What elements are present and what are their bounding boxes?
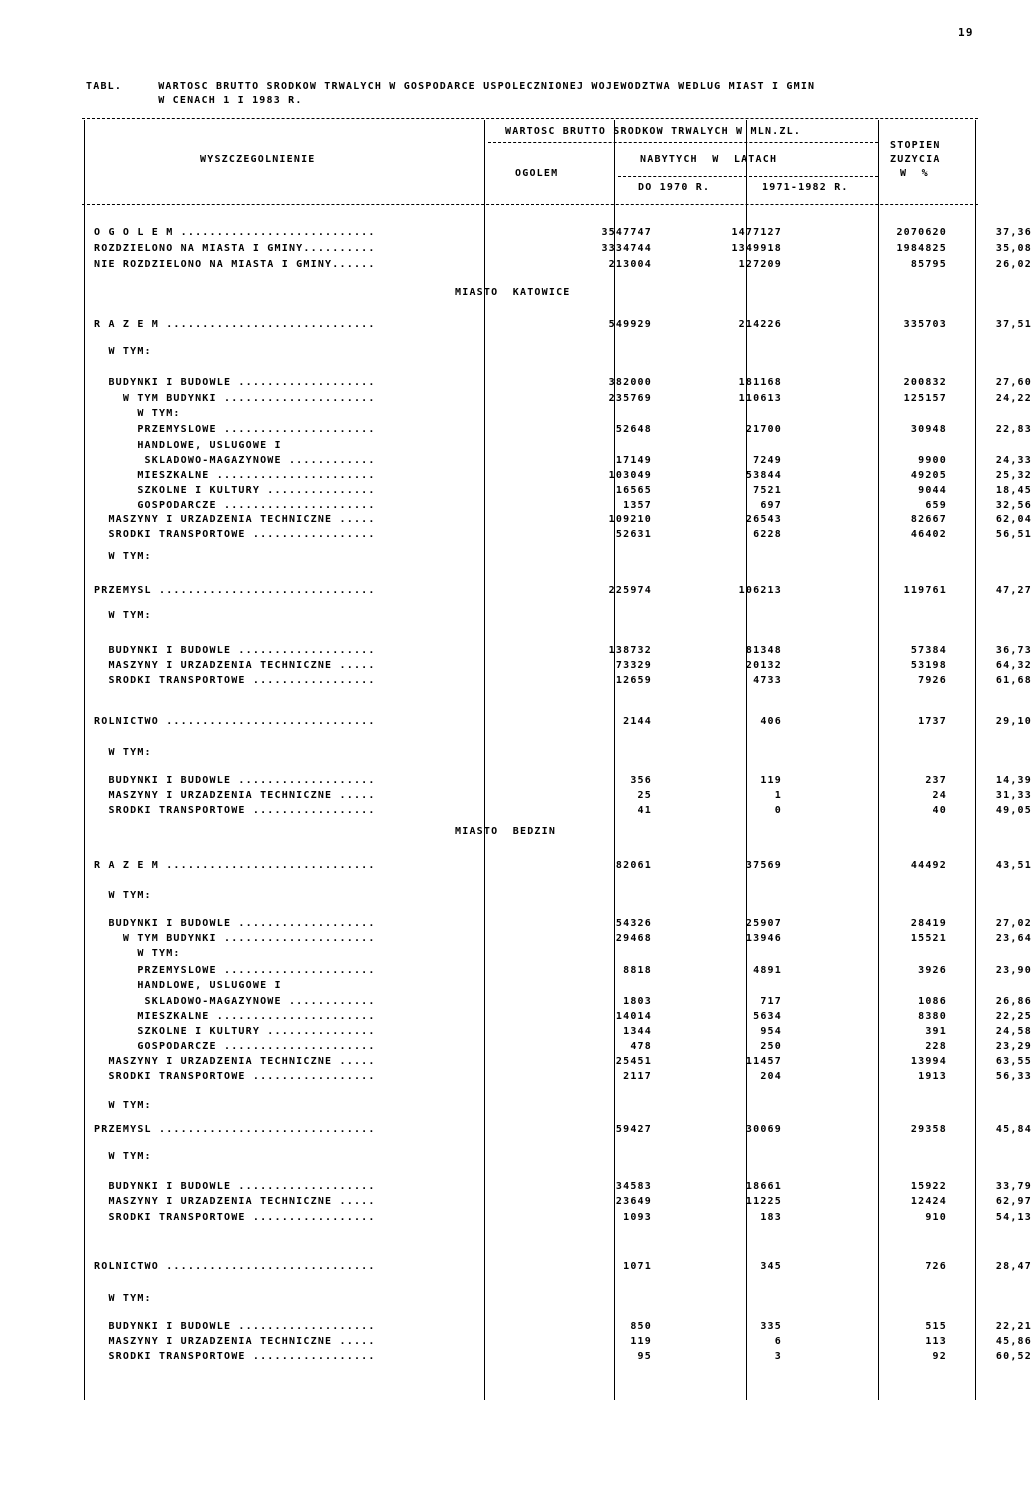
value-stopien-zuzycia: 54,13 (995, 1212, 1032, 1223)
value-stopien-zuzycia: 56,51 (995, 529, 1032, 540)
value-stopien-zuzycia: 23,29 (995, 1041, 1032, 1052)
value-1971-1982: 15521 (910, 933, 947, 944)
value-ogolem: 2144 (623, 716, 652, 727)
row-label: BUDYNKI I BUDOWLE ................... (94, 1321, 376, 1332)
value-stopien-zuzycia: 31,33 (995, 790, 1032, 801)
header-do1970: DO 1970 R. (638, 182, 711, 193)
table-row (82, 227, 1032, 241)
value-ogolem: 52648 (615, 424, 652, 435)
value-stopien-zuzycia: 35,08 (995, 243, 1032, 254)
table-row (82, 377, 1032, 391)
value-do-1970: 181168 (738, 377, 782, 388)
value-ogolem: 1093 (623, 1212, 652, 1223)
value-ogolem: 41 (637, 805, 652, 816)
table-row (82, 1212, 1032, 1226)
value-do-1970: 13946 (745, 933, 782, 944)
value-stopien-zuzycia: 26,02 (995, 259, 1032, 270)
row-label: ROZDZIELONO NA MIASTA I GMINY.......... (94, 243, 376, 254)
value-do-1970: 127209 (738, 259, 782, 270)
header-group-rule (488, 142, 878, 143)
value-do-1970: 4891 (753, 965, 782, 976)
row-label: W TYM: (94, 1151, 152, 1162)
value-1971-1982: 335703 (903, 319, 947, 330)
value-stopien-zuzycia: 22,25 (995, 1011, 1032, 1022)
value-1971-1982: 3926 (918, 965, 947, 976)
table-row (82, 514, 1032, 528)
value-ogolem: 25451 (615, 1056, 652, 1067)
row-label: BUDYNKI I BUDOWLE ................... (94, 1181, 376, 1192)
table-row (82, 716, 1032, 730)
value-ogolem: 95 (637, 1351, 652, 1362)
value-1971-1982: 8380 (918, 1011, 947, 1022)
table-row (82, 259, 1032, 273)
value-ogolem: 850 (630, 1321, 652, 1332)
value-ogolem: 8818 (623, 965, 652, 976)
row-label: BUDYNKI I BUDOWLE ................... (94, 645, 376, 656)
value-1971-1982: 53198 (910, 660, 947, 671)
table-row (82, 933, 1032, 947)
header-wyszczegolnienie: WYSZCZEGOLNIENIE (200, 154, 316, 165)
value-ogolem: 3334744 (601, 243, 652, 254)
row-label: SRODKI TRANSPORTOWE ................. (94, 1071, 376, 1082)
value-ogolem: 138732 (608, 645, 652, 656)
row-label: HANDLOWE, USLUGOWE I (94, 440, 282, 451)
title-line-2: W CENACH 1 I 1983 R. (86, 95, 303, 106)
value-1971-1982: 49205 (910, 470, 947, 481)
row-label: W TYM: (94, 346, 152, 357)
table-row (82, 1056, 1032, 1070)
top-rule (82, 118, 978, 119)
row-label: SZKOLNE I KULTURY ............... (94, 1026, 376, 1037)
value-1971-1982: 659 (925, 500, 947, 511)
value-1971-1982: 15922 (910, 1181, 947, 1192)
value-ogolem: 3547747 (601, 227, 652, 238)
table-row (82, 805, 1032, 819)
row-label: R A Z E M ............................. (94, 860, 376, 871)
row-label: SRODKI TRANSPORTOWE ................. (94, 675, 376, 686)
table-row (82, 500, 1032, 514)
value-do-1970: 6228 (753, 529, 782, 540)
value-ogolem: 1803 (623, 996, 652, 1007)
value-ogolem: 23649 (615, 1196, 652, 1207)
value-ogolem: 103049 (608, 470, 652, 481)
row-label: PRZEMYSL .............................. (94, 585, 376, 596)
row-label: ROLNICTWO ............................. (94, 1261, 376, 1272)
row-label: W TYM: (94, 747, 152, 758)
row-label: O G O L E M ........................... (94, 227, 376, 238)
row-label: PRZEMYSLOWE ..................... (94, 424, 376, 435)
value-stopien-zuzycia: 45,86 (995, 1336, 1032, 1347)
header-1971-1982: 1971-1982 R. (762, 182, 849, 193)
value-do-1970: 204 (760, 1071, 782, 1082)
value-1971-1982: 29358 (910, 1124, 947, 1135)
row-label: GOSPODARCZE ..................... (94, 1041, 376, 1052)
value-stopien-zuzycia: 14,39 (995, 775, 1032, 786)
row-label: MIESZKALNE ...................... (94, 470, 376, 481)
value-stopien-zuzycia: 60,52 (995, 1351, 1032, 1362)
value-ogolem: 213004 (608, 259, 652, 270)
table-row (82, 585, 1032, 599)
value-1971-1982: 1913 (918, 1071, 947, 1082)
value-stopien-zuzycia: 37,36 (995, 227, 1032, 238)
row-label: R A Z E M ............................. (94, 319, 376, 330)
row-label: MASZYNY I URZADZENIA TECHNICZNE ..... (94, 790, 376, 801)
table-row (82, 645, 1032, 659)
table-row (82, 1351, 1032, 1365)
row-label: ROLNICTWO ............................. (94, 716, 376, 727)
row-label: BUDYNKI I BUDOWLE ................... (94, 377, 376, 388)
value-do-1970: 250 (760, 1041, 782, 1052)
value-do-1970: 1477127 (731, 227, 782, 238)
row-label: MASZYNY I URZADZENIA TECHNICZNE ..... (94, 660, 376, 671)
table-row (82, 965, 1032, 979)
value-do-1970: 37569 (745, 860, 782, 871)
value-stopien-zuzycia: 24,58 (995, 1026, 1032, 1037)
value-do-1970: 1349918 (731, 243, 782, 254)
value-stopien-zuzycia: 23,90 (995, 965, 1032, 976)
value-stopien-zuzycia: 63,55 (995, 1056, 1032, 1067)
value-stopien-zuzycia: 49,05 (995, 805, 1032, 816)
row-label: W TYM: (94, 1100, 152, 1111)
row-label: W TYM: (94, 1293, 152, 1304)
value-do-1970: 81348 (745, 645, 782, 656)
value-ogolem: 549929 (608, 319, 652, 330)
table-row (82, 1100, 982, 1114)
row-label: SRODKI TRANSPORTOWE ................. (94, 1351, 376, 1362)
value-1971-1982: 85795 (910, 259, 947, 270)
value-1971-1982: 92 (932, 1351, 947, 1362)
row-label: MASZYNY I URZADZENIA TECHNICZNE ..... (94, 1056, 376, 1067)
city-heading-bedzin: MIASTO BEDZIN (455, 826, 557, 837)
row-label: W TYM: (94, 610, 152, 621)
value-stopien-zuzycia: 23,64 (995, 933, 1032, 944)
value-1971-1982: 82667 (910, 514, 947, 525)
table-row (82, 1026, 1032, 1040)
table-row (82, 1071, 1032, 1085)
table-row (82, 243, 1032, 257)
row-label: MASZYNY I URZADZENIA TECHNICZNE ..... (94, 514, 376, 525)
row-label: SZKOLNE I KULTURY ............... (94, 485, 376, 496)
value-do-1970: 214226 (738, 319, 782, 330)
value-1971-1982: 7926 (918, 675, 947, 686)
value-do-1970: 954 (760, 1026, 782, 1037)
header-zuzycia: ZUZYCIA (890, 154, 941, 165)
table-row (82, 551, 982, 565)
value-ogolem: 109210 (608, 514, 652, 525)
value-ogolem: 14014 (615, 1011, 652, 1022)
header-nabytych-rule (618, 176, 878, 177)
value-do-1970: 3 (774, 1351, 782, 1362)
value-stopien-zuzycia: 37,51 (995, 319, 1032, 330)
value-1971-1982: 237 (925, 775, 947, 786)
value-do-1970: 26543 (745, 514, 782, 525)
row-label: PRZEMYSLOWE ..................... (94, 965, 376, 976)
value-1971-1982: 391 (925, 1026, 947, 1037)
value-do-1970: 106213 (738, 585, 782, 596)
row-label: SRODKI TRANSPORTOWE ................. (94, 1212, 376, 1223)
value-1971-1982: 44492 (910, 860, 947, 871)
value-do-1970: 53844 (745, 470, 782, 481)
table-row (82, 775, 1032, 789)
value-do-1970: 21700 (745, 424, 782, 435)
row-label: MIESZKALNE ...................... (94, 1011, 376, 1022)
value-1971-1982: 1737 (918, 716, 947, 727)
value-1971-1982: 113 (925, 1336, 947, 1347)
table-row (82, 790, 1032, 804)
row-label: MASZYNY I URZADZENIA TECHNICZNE ..... (94, 1196, 376, 1207)
table-row (82, 890, 982, 904)
value-ogolem: 25 (637, 790, 652, 801)
table-row (82, 1321, 1032, 1335)
table-row (82, 948, 982, 962)
value-stopien-zuzycia: 22,21 (995, 1321, 1032, 1332)
value-do-1970: 5634 (753, 1011, 782, 1022)
value-ogolem: 82061 (615, 860, 652, 871)
value-ogolem: 34583 (615, 1181, 652, 1192)
value-1971-1982: 200832 (903, 377, 947, 388)
value-1971-1982: 119761 (903, 585, 947, 596)
row-label: BUDYNKI I BUDOWLE ................... (94, 775, 376, 786)
table-row (82, 918, 1032, 932)
row-label: W TYM: (94, 890, 152, 901)
table-row (82, 1336, 1032, 1350)
row-label: W TYM BUDYNKI ..................... (94, 393, 376, 404)
value-stopien-zuzycia: 29,10 (995, 716, 1032, 727)
value-1971-1982: 13994 (910, 1056, 947, 1067)
value-do-1970: 30069 (745, 1124, 782, 1135)
value-do-1970: 11225 (745, 1196, 782, 1207)
city-heading-katowice: MIASTO KATOWICE (455, 287, 571, 298)
value-ogolem: 2117 (623, 1071, 652, 1082)
value-stopien-zuzycia: 24,33 (995, 455, 1032, 466)
table-row (82, 660, 1032, 674)
header-bottom-rule (82, 204, 978, 205)
row-label: SRODKI TRANSPORTOWE ................. (94, 805, 376, 816)
value-1971-1982: 57384 (910, 645, 947, 656)
table-row (82, 529, 1032, 543)
table-row (82, 1041, 1032, 1055)
value-ogolem: 478 (630, 1041, 652, 1052)
value-ogolem: 1357 (623, 500, 652, 511)
table-row (82, 485, 1032, 499)
value-ogolem: 382000 (608, 377, 652, 388)
table-row (82, 1261, 1032, 1275)
table-row (82, 1181, 1032, 1195)
value-stopien-zuzycia: 47,27 (995, 585, 1032, 596)
value-stopien-zuzycia: 24,22 (995, 393, 1032, 404)
row-label: HANDLOWE, USLUGOWE I (94, 980, 282, 991)
value-stopien-zuzycia: 18,45 (995, 485, 1032, 496)
value-ogolem: 225974 (608, 585, 652, 596)
value-stopien-zuzycia: 25,32 (995, 470, 1032, 481)
value-do-1970: 119 (760, 775, 782, 786)
row-label: MASZYNY I URZADZENIA TECHNICZNE ..... (94, 1336, 376, 1347)
row-label: W TYM BUDYNKI ..................... (94, 933, 376, 944)
value-1971-1982: 125157 (903, 393, 947, 404)
value-stopien-zuzycia: 33,79 (995, 1181, 1032, 1192)
value-1971-1982: 726 (925, 1261, 947, 1272)
value-do-1970: 1 (774, 790, 782, 801)
row-label: NIE ROZDZIELONO NA MIASTA I GMINY...... (94, 259, 376, 270)
table-row (82, 455, 1032, 469)
value-1971-1982: 9900 (918, 455, 947, 466)
value-1971-1982: 40 (932, 805, 947, 816)
row-label: SRODKI TRANSPORTOWE ................. (94, 529, 376, 540)
value-do-1970: 110613 (738, 393, 782, 404)
value-stopien-zuzycia: 61,68 (995, 675, 1032, 686)
table-row (82, 408, 982, 422)
table-title (86, 80, 815, 108)
header-nabytych: NABYTYCH W LATACH (640, 154, 778, 165)
value-do-1970: 18661 (745, 1181, 782, 1192)
value-1971-1982: 28419 (910, 918, 947, 929)
row-label: BUDYNKI I BUDOWLE ................... (94, 918, 376, 929)
table-row (82, 424, 1032, 438)
value-ogolem: 17149 (615, 455, 652, 466)
value-do-1970: 7249 (753, 455, 782, 466)
value-1971-1982: 1984825 (896, 243, 947, 254)
value-ogolem: 52631 (615, 529, 652, 540)
value-do-1970: 717 (760, 996, 782, 1007)
value-1971-1982: 46402 (910, 529, 947, 540)
value-stopien-zuzycia: 62,04 (995, 514, 1032, 525)
value-stopien-zuzycia: 27,60 (995, 377, 1032, 388)
value-1971-1982: 2070620 (896, 227, 947, 238)
value-ogolem: 29468 (615, 933, 652, 944)
value-1971-1982: 515 (925, 1321, 947, 1332)
value-do-1970: 335 (760, 1321, 782, 1332)
value-ogolem: 59427 (615, 1124, 652, 1135)
value-do-1970: 11457 (745, 1056, 782, 1067)
table-row (82, 1124, 1032, 1138)
row-label: SKLADOWO-MAGAZYNOWE ............ (94, 455, 376, 466)
value-stopien-zuzycia: 64,32 (995, 660, 1032, 671)
table-row (82, 747, 982, 761)
page-number: 19 (958, 26, 974, 39)
value-do-1970: 345 (760, 1261, 782, 1272)
table-row (82, 610, 982, 624)
header-ogolem: OGOLEM (515, 168, 559, 179)
table-row (82, 675, 1032, 689)
value-do-1970: 6 (774, 1336, 782, 1347)
header-group: WARTOSC BRUTTO SRODKOW TRWALYCH W MLN.ZL. (505, 126, 802, 137)
table-row (82, 470, 1032, 484)
row-label: W TYM: (94, 948, 181, 959)
value-ogolem: 12659 (615, 675, 652, 686)
value-stopien-zuzycia: 43,51 (995, 860, 1032, 871)
row-label: W TYM: (94, 551, 152, 562)
value-do-1970: 4733 (753, 675, 782, 686)
row-label: PRZEMYSL .............................. (94, 1124, 376, 1135)
value-do-1970: 20132 (745, 660, 782, 671)
value-stopien-zuzycia: 27,02 (995, 918, 1032, 929)
value-stopien-zuzycia: 22,83 (995, 424, 1032, 435)
value-do-1970: 406 (760, 716, 782, 727)
value-ogolem: 356 (630, 775, 652, 786)
value-1971-1982: 30948 (910, 424, 947, 435)
value-do-1970: 25907 (745, 918, 782, 929)
table-row (82, 393, 1032, 407)
value-ogolem: 54326 (615, 918, 652, 929)
value-stopien-zuzycia: 45,84 (995, 1124, 1032, 1135)
value-ogolem: 16565 (615, 485, 652, 496)
table-row (82, 996, 1032, 1010)
table-row (82, 1011, 1032, 1025)
value-do-1970: 183 (760, 1212, 782, 1223)
value-1971-1982: 9044 (918, 485, 947, 496)
header-percent: W % (900, 168, 929, 179)
value-1971-1982: 12424 (910, 1196, 947, 1207)
header-stopien: STOPIEN (890, 140, 941, 151)
value-do-1970: 697 (760, 500, 782, 511)
row-label: GOSPODARCZE ..................... (94, 500, 376, 511)
value-1971-1982: 1086 (918, 996, 947, 1007)
value-stopien-zuzycia: 36,73 (995, 645, 1032, 656)
value-ogolem: 1071 (623, 1261, 652, 1272)
row-label: W TYM: (94, 408, 181, 419)
value-1971-1982: 228 (925, 1041, 947, 1052)
value-ogolem: 1344 (623, 1026, 652, 1037)
value-do-1970: 7521 (753, 485, 782, 496)
value-ogolem: 119 (630, 1336, 652, 1347)
table-row (82, 1293, 982, 1307)
value-1971-1982: 24 (932, 790, 947, 801)
value-ogolem: 73329 (615, 660, 652, 671)
value-1971-1982: 910 (925, 1212, 947, 1223)
table-row (82, 346, 982, 360)
value-stopien-zuzycia: 28,47 (995, 1261, 1032, 1272)
table-row (82, 860, 1032, 874)
table-row (82, 440, 982, 454)
row-label: SKLADOWO-MAGAZYNOWE ............ (94, 996, 376, 1007)
table-row (82, 1196, 1032, 1210)
value-stopien-zuzycia: 56,33 (995, 1071, 1032, 1082)
value-stopien-zuzycia: 26,86 (995, 996, 1032, 1007)
table-row (82, 1151, 982, 1165)
value-stopien-zuzycia: 62,97 (995, 1196, 1032, 1207)
value-ogolem: 235769 (608, 393, 652, 404)
table-row (82, 980, 982, 994)
table-row (82, 319, 1032, 333)
value-stopien-zuzycia: 32,56 (995, 500, 1032, 511)
title-line-1: TABL. WARTOSC BRUTTO SRODKOW TRWALYCH W GOSPODARCE USPOLECZNIONEJ WOJEWODZTWA WEDLUG MIAST I GMIN (86, 81, 816, 92)
value-do-1970: 0 (774, 805, 782, 816)
